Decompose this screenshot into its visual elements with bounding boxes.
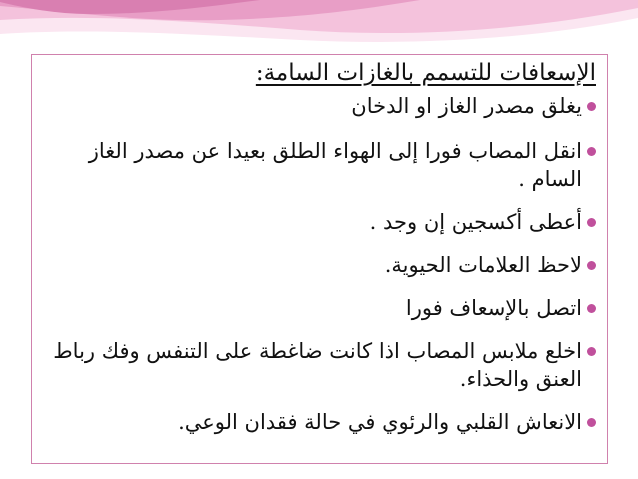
bullet-item [36, 208, 596, 236]
bullet-dot-icon [587, 147, 596, 156]
bullet-list [36, 92, 596, 436]
bullet-item [36, 137, 596, 193]
bullet-dot-icon [587, 218, 596, 227]
bullet-text: الانعاش القلبي والرئوي في حالة فقدان الوعي. [178, 410, 582, 434]
bullet-item [36, 294, 596, 322]
bullet-item [36, 251, 596, 279]
bullet-dot-icon [587, 102, 596, 111]
bullet-item [36, 337, 596, 393]
bullet-dot-icon [587, 347, 596, 356]
bullet-item [36, 92, 596, 120]
bullet-dot-icon [587, 261, 596, 270]
bullet-text: يغلق مصدر الغاز او الدخان [351, 94, 582, 118]
slide-title: الإسعافات للتسمم بالغازات السامة: [255, 60, 596, 86]
bullet-text: اخلع ملابس المصاب اذا كانت ضاغطة على التنفس وفك رباط العنق والحذاء. [53, 339, 582, 391]
bullet-text: اتصل بالإسعاف فورا [405, 296, 582, 320]
bullet-dot-icon [587, 418, 596, 427]
bullet-item [36, 408, 596, 436]
bullet-text: لاحظ العلامات الحيوية. [384, 253, 582, 277]
decorative-wave-header [0, 0, 638, 60]
bullet-dot-icon [587, 304, 596, 313]
bullet-text: أعطى أكسجين إن وجد . [369, 210, 582, 234]
bullet-text: انقل المصاب فورا إلى الهواء الطلق بعيدا عن مصدر الغاز السام . [88, 139, 582, 191]
